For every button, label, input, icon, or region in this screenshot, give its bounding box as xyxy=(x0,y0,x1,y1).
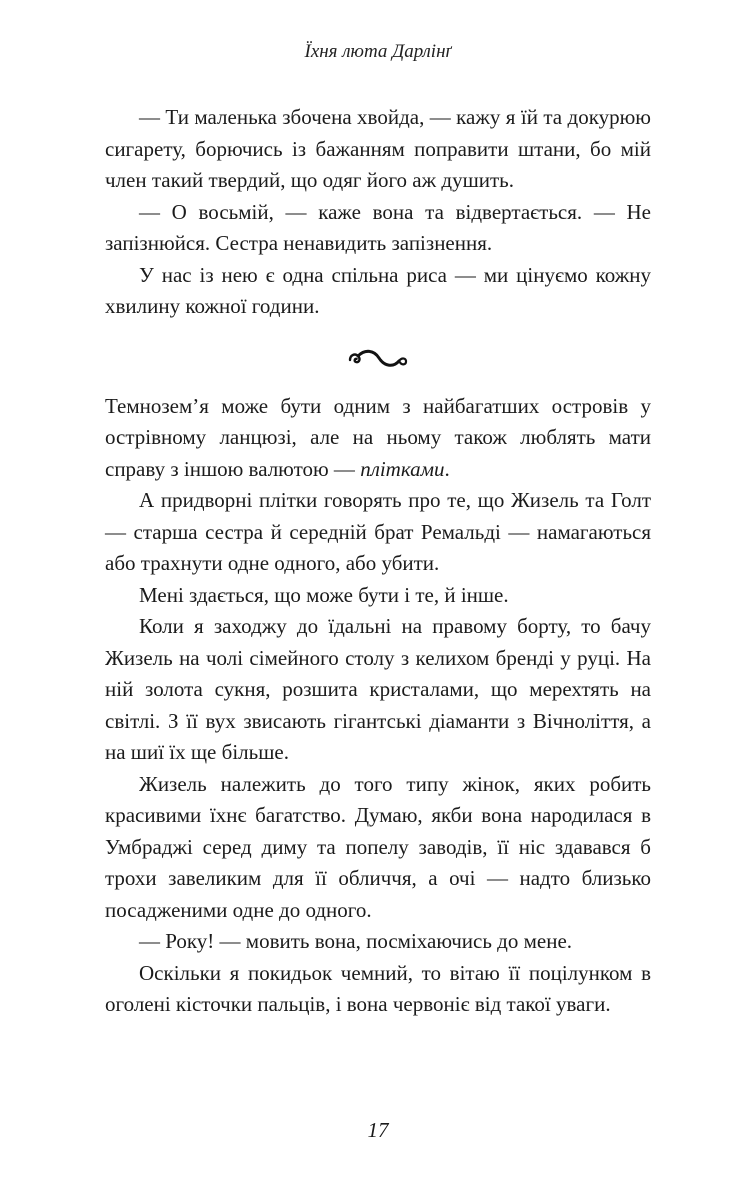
page-number: 17 xyxy=(367,1118,389,1142)
paragraph: А придворні плітки говорять про те, що Жизель та Голт — старша сестра й середній брат Ремальді — намагаються або трахнути одне одного, або убити. xyxy=(105,488,651,575)
scene-break xyxy=(105,347,651,371)
paragraph: — Ти маленька збочена хвойда, — кажу я їй та докурюю сигарету, борючись із бажанням поправити штани, бо мій член такий твердий, що одяг його аж душить. xyxy=(105,105,651,192)
italic-word: плітками xyxy=(360,456,445,481)
paragraph: Оскільки я покидьок чемний, то вітаю її поцілунком в оголені кісточки пальців, і вона червоніє від такої уваги. xyxy=(105,960,651,1016)
paragraph-text: . xyxy=(444,456,450,481)
running-header: Їхня люта Дарлінґ xyxy=(304,41,452,62)
paragraph-text: Темнозем’я може бути одним з найбагатших островів у острівному ланцюзі, але на ньому також люблять мати справу з іншою валютою — xyxy=(105,393,651,481)
page-body xyxy=(105,102,651,1021)
paragraph: Мені здається, що може бути і те, й інше. xyxy=(139,582,509,607)
paragraph: У нас із нею є одна спільна риса — ми цінуємо кожну хвилину кожної години. xyxy=(105,262,651,318)
scene-break-flourish-icon xyxy=(346,347,410,371)
paragraph: Коли я заходжу до їдальні на правому борту, то бачу Жизель на чолі сімейного столу з келихом бренді у руці. На ній золота сукня, розшита кристалами, що мерехтять на світлі. З її вух звисають гігантські діаманти з Вічноліття, а на шиї їх ще більше. xyxy=(105,614,651,764)
paragraph: — О восьмій, — каже вона та відвертається. — Не запізнюйся. Сестра ненавидить запізнення. xyxy=(105,199,651,255)
paragraph: Жизель належить до того типу жінок, яких робить красивими їхнє багатство. Думаю, якби вона народилася в Умбраджі серед диму та попелу заводів, її ніс здавався б трохи завеликим для її обличчя, а очі — надто близько посадженими одне до одного. xyxy=(105,771,651,922)
paragraph xyxy=(105,391,651,486)
paragraph: — Року! — мовить вона, посміхаючись до мене. xyxy=(139,929,573,953)
